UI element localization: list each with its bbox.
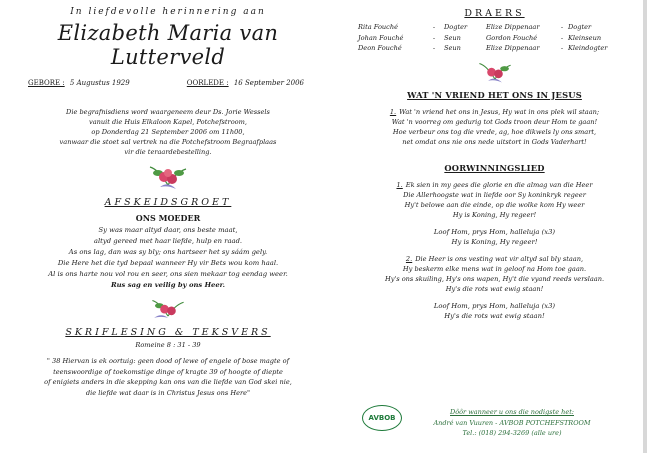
left-panel — [18, 6, 318, 398]
bearer-name: Gordon Fouché — [486, 33, 538, 42]
hymn-2-verse-2 — [352, 254, 637, 294]
funeral-line: vanwaar die stoet sal vertrek na die Potchefstroom Begraafplaas — [59, 138, 277, 146]
rose-bouquet-icon — [475, 60, 515, 86]
verse-number: 1. — [396, 180, 403, 189]
verse-line: Hy is Koning, Hy regeer! — [452, 210, 537, 219]
hymn-1-title: WAT 'N VRIEND HET ONS IN JESUS — [407, 89, 582, 100]
scripture-line: teenswoordige of toekomstige dinge of kragte 39 of hoogte of diepte — [53, 367, 283, 376]
separator: - — [432, 23, 436, 31]
undertaker-phone: Tel.: (018) 294-3269 (alle ure) — [462, 429, 562, 437]
life-dates — [28, 79, 304, 87]
scripture-heading: SKRIFLESING & TEKSVERS — [65, 327, 271, 338]
bearer-name: Elize Dippenaar — [486, 44, 540, 52]
undertaker-contact — [412, 407, 612, 439]
funeral-line: Die begrafnisdiens word waargeneem deur Ds. Jorie Wessels — [66, 108, 270, 116]
poem-line: Al is ons harte nou vol rou en seer, ons sien mekaar tog eendag weer. — [48, 270, 288, 278]
verse-number: 2. — [405, 254, 413, 263]
bearer-relation: Dogter — [568, 23, 592, 31]
funeral-line: vir die teraardebestelling. — [124, 148, 212, 156]
funeral-line: vanuit die Huis Elkaloon Kapel, Potchefstroom, — [89, 118, 247, 126]
separator: - — [560, 44, 564, 52]
scripture-line: " 38 Hiervan is ek oortuig: geen dood of lewe of engele of bose magte of — [46, 357, 290, 365]
death-date-block — [187, 79, 304, 87]
poem-closing-line: Rus sag en veilig by ons Heer. — [110, 281, 226, 289]
bearer-name: Johan Fouché — [358, 33, 404, 42]
bearers-heading: DRAERS — [464, 8, 525, 19]
funeral-line: op Donderdag 21 September 2006 om 11h00, — [91, 128, 245, 136]
poem-line: Die Here het die tyd bepaal wanneer Hy vir Bets wou kom haal. — [57, 259, 279, 267]
birth-date-block — [28, 79, 130, 87]
hymn-2-refrain-2 — [352, 301, 637, 321]
verse-line: Hy't belowe aan die einde, op die wolke kom Hy weer — [404, 200, 585, 209]
verse-line: Die Allerhoogste wat in liefde oor Sy koninkryk regeer — [403, 190, 586, 199]
scripture-text — [18, 356, 318, 398]
verse-text: Wat 'n vriend het ons in Jesus, Hy wat in ons plek wil staan; — [399, 107, 600, 116]
died-label: OORLEDE : — [186, 79, 229, 87]
born-label: GEBORE : — [28, 79, 65, 87]
separator: - — [432, 44, 436, 52]
hymn-2-refrain-1 — [352, 227, 637, 247]
thanks-title: Dôôr wanneer u ons die nodigste het: — [450, 408, 574, 416]
refrain-line: Hy is Koning, Hy regeer! — [451, 237, 538, 246]
poem-line: As ons lag, dan was sy bly; ons hartseer het sy sáám gely. — [68, 248, 268, 256]
refrain-line: Loof Hom, prys Hom, halleluja (x3) — [433, 301, 556, 310]
farewell-subheading: ONS MOEDER — [135, 213, 201, 223]
rose-bouquet-icon — [148, 297, 188, 323]
scripture-reference: Romeine 8 : 31 - 39 — [135, 341, 201, 349]
hymn-2-title: OORWINNINGSLIED — [444, 162, 545, 173]
verse-line: Wat 'n voorreg om gedurig tot Gods troon deur Hom te gaan! — [391, 117, 598, 126]
verse-text: Die Heer is ons vesting wat vir altyd sal bly staan, — [415, 254, 584, 263]
verse-line: Hy beskerm elke mens wat in geloof na Hom toe gaan. — [402, 264, 587, 273]
verse-line: Hy's ons skuiling, Hy's ons wapen, Hy't die vyand reeds verslaan. — [384, 274, 605, 283]
right-panel — [352, 8, 637, 321]
farewell-heading: AFSKEIDSGROET — [104, 197, 232, 208]
verse-line: Hy's die rots wat ewig staan! — [445, 284, 544, 293]
page-edge — [643, 0, 647, 453]
intro-line: In liefdevolle herinnering aan — [70, 7, 266, 17]
funeral-details — [18, 107, 318, 157]
refrain-line: Hy's die rots wat ewig staan! — [444, 311, 545, 320]
separator: - — [560, 23, 564, 31]
death-date: 16 September 2006 — [233, 79, 304, 87]
bearer-relation: Dogter — [444, 23, 468, 31]
farewell-poem — [18, 225, 318, 291]
bearer-relation: Seun — [444, 44, 461, 52]
refrain-line: Loof Hom, prys Hom, halleluja (x3) — [433, 227, 556, 236]
verse-text: Ek sien in my gees die glorie en die almag van die Heer — [405, 180, 593, 189]
bearer-relation: Seun — [444, 33, 461, 42]
verse-line: net omdat ons nie ons nede uitstort in Gods Vaderhart! — [402, 137, 587, 146]
verse-line — [352, 180, 637, 190]
bearer-relation: Kleindogter — [568, 44, 608, 52]
verse-number: 1. — [389, 107, 397, 116]
poem-line: altyd gereed met haar liefde, hulp en raad. — [93, 237, 243, 245]
poem-line: Sy was maar altyd daar, ons beste maat, — [98, 226, 238, 234]
separator: - — [432, 33, 436, 42]
rose-bouquet-icon — [146, 163, 190, 193]
scripture-line: die liefde wat daar is in Christus Jesus ons Here" — [85, 388, 251, 397]
verse-line — [352, 107, 637, 117]
verse-line: Hoe verbeur ons tog die vrede, ag, hoe dikwels ly ons smart, — [392, 127, 597, 136]
bearers-list — [358, 22, 637, 54]
birth-date: 5 Augustus 1929 — [69, 79, 130, 87]
bearer-name: Deon Fouché — [358, 44, 402, 52]
scripture-line: of enigiets anders in die skepping kan ons van die liefde van God skei nie, — [44, 378, 292, 386]
undertaker-name: André van Vuuren - AVBOB POTCHEFSTROOM — [433, 418, 591, 427]
bearer-name: Elize Dippenaar — [486, 23, 540, 31]
bearer-relation: Kleinseun — [568, 33, 602, 42]
deceased-name: Elizabeth Maria van Lutterveld — [57, 21, 279, 69]
bearer-name: Rita Fouché — [358, 23, 399, 31]
verse-line — [352, 254, 637, 264]
separator: - — [560, 33, 564, 42]
hymn-1-verse — [352, 107, 637, 147]
avbob-logo: AVBOB — [362, 405, 402, 431]
hymn-2-verse-1 — [352, 180, 637, 220]
